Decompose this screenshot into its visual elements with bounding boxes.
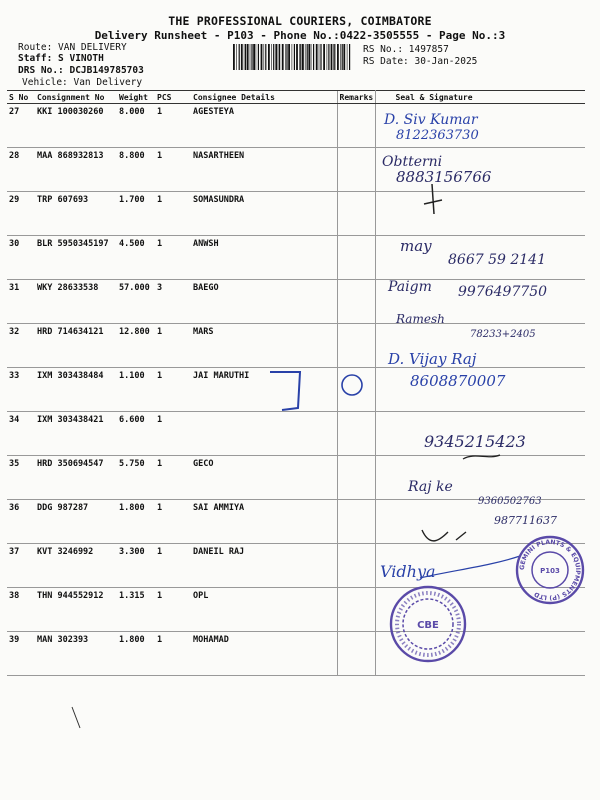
col-consignment-header: Consignment No (35, 91, 117, 104)
stamp-center-text: CBE (417, 620, 439, 631)
signature-30-name: may (400, 237, 432, 255)
signature-35-phone: 9345215423 (424, 432, 526, 451)
cell-weight: 8.800 (117, 148, 155, 192)
cell-weight: 3.300 (117, 544, 155, 588)
rs-date: RS Date: 30-Jan-2025 (363, 56, 478, 67)
cell-sno: 35 (7, 456, 35, 500)
cell-sno: 37 (7, 544, 35, 588)
cell-weight: 1.700 (117, 192, 155, 236)
cell-consignee: OPL (185, 588, 337, 632)
cell-consignment-no: WKY 28633538 (35, 280, 117, 324)
cell-sno: 33 (7, 368, 35, 412)
stamp-center-text-2: P103 (540, 567, 560, 575)
cell-consignee: SAI AMMIYA (185, 500, 337, 544)
cell-weight: 8.000 (117, 104, 155, 148)
cell-weight: 4.500 (117, 236, 155, 280)
cell-weight: 6.600 (117, 412, 155, 456)
signature-28-name: Obtterni (382, 154, 443, 170)
cell-consignee: NASARTHEEN (185, 148, 337, 192)
cell-pcs: 1 (155, 236, 185, 280)
cell-sno: 31 (7, 280, 35, 324)
cell-sno: 29 (7, 192, 35, 236)
cell-weight: 57.000 (117, 280, 155, 324)
cell-weight: 5.750 (117, 456, 155, 500)
cell-pcs: 1 (155, 368, 185, 412)
signature-33-phone: 8608870007 (410, 372, 506, 390)
cell-pcs: 1 (155, 104, 185, 148)
cell-consignment-no: KVT 3246992 (35, 544, 117, 588)
cell-weight: 1.800 (117, 500, 155, 544)
signature-32-name: Ramesh (396, 312, 445, 326)
cell-consignment-no: KKI 100030260 (35, 104, 117, 148)
cell-consignment-no: DDG 987287 (35, 500, 117, 544)
cell-consignment-no: HRD 350694547 (35, 456, 117, 500)
cell-consignee: MARS (185, 324, 337, 368)
cell-pcs: 1 (155, 412, 185, 456)
cell-sno: 39 (7, 632, 35, 676)
cell-consignee: AGESTEYA (185, 104, 337, 148)
runsheet-subtitle: Delivery Runsheet - P103 - Phone No.:0422-3505555 - Page No.:3 (94, 29, 506, 42)
cell-sno: 38 (7, 588, 35, 632)
signature-32-phone: 78233+2405 (470, 329, 536, 340)
cell-sno: 32 (7, 324, 35, 368)
cell-sno: 36 (7, 500, 35, 544)
signature-36-name: Raj ke (408, 479, 453, 495)
cell-pcs: 1 (155, 500, 185, 544)
signature-27-name: D. Siv Kumar (384, 112, 478, 128)
cell-consignment-no: IXM 303438421 (35, 412, 117, 456)
cell-consignee: GECO (185, 456, 337, 500)
cell-sno: 28 (7, 148, 35, 192)
route-label: Route: VAN DELIVERY (18, 42, 127, 53)
col-sno-header: S No (7, 91, 35, 104)
drs-number: DRS No.: DCJB149785703 (18, 65, 144, 76)
signature-33-name: D. Vijay Raj (388, 350, 477, 368)
cell-weight: 1.100 (117, 368, 155, 412)
col-weight-header: Weight (117, 91, 155, 104)
col-consignee-header: Consignee Details (185, 91, 337, 104)
signature-28-phone: 8883156766 (396, 168, 492, 186)
signature-37-phone: 987711637 (494, 514, 557, 527)
signature-38-name: Vidhya (380, 562, 436, 581)
signature-36-phone: 9360502763 (478, 496, 542, 507)
cell-pcs: 1 (155, 544, 185, 588)
cell-weight: 1.315 (117, 588, 155, 632)
cell-pcs: 1 (155, 588, 185, 632)
cell-consignee: SOMASUNDRA (185, 192, 337, 236)
signature-27-phone: 8122363730 (396, 128, 479, 143)
cell-consignment-no: HRD 714634121 (35, 324, 117, 368)
cell-consignment-no: IXM 303438484 (35, 368, 117, 412)
vehicle-label: Vehicle: Van Delivery (22, 77, 143, 88)
col-remarks-header: Remarks (337, 91, 375, 104)
signature-31-phone: 9976497750 (458, 284, 548, 300)
cell-consignment-no: BLR 5950345197 (35, 236, 117, 280)
company-seal-stamp (514, 534, 586, 606)
cell-sno: 34 (7, 412, 35, 456)
cell-consignee: BAEGO (185, 280, 337, 324)
cell-pcs: 1 (155, 148, 185, 192)
cell-consignment-no: THN 944552912 (35, 588, 117, 632)
cell-pcs: 1 (155, 632, 185, 676)
cell-consignee: ANWSH (185, 236, 337, 280)
cell-consignee: DANEIL RAJ (185, 544, 337, 588)
cell-consignee: MOHAMAD (185, 632, 337, 676)
signature-31-name: Paigm (388, 279, 432, 295)
signature-30-phone: 8667 59 2141 (448, 252, 546, 268)
cell-pcs: 1 (155, 192, 185, 236)
runsheet-title: THE PROFESSIONAL COURIERS, COIMBATORE (168, 14, 432, 28)
cell-consignment-no: MAA 868932813 (35, 148, 117, 192)
cell-sno: 30 (7, 236, 35, 280)
cell-pcs: 1 (155, 456, 185, 500)
cell-sno: 27 (7, 104, 35, 148)
cell-pcs: 3 (155, 280, 185, 324)
cell-weight: 1.800 (117, 632, 155, 676)
col-pcs-header: PCS (155, 91, 185, 104)
cell-consignment-no: TRP 607693 (35, 192, 117, 236)
cell-pcs: 1 (155, 324, 185, 368)
courier-seal-stamp (388, 584, 468, 664)
rs-number: RS No.: 1497857 (363, 44, 449, 55)
cell-consignee: JAI MARUTHI (185, 368, 337, 412)
cell-weight: 12.800 (117, 324, 155, 368)
staff-label: Staff: S VINOTH (18, 53, 104, 64)
stamp-ring-text: GEMINI PLANTS & EQUIPMENTS (P) LTD (518, 538, 582, 602)
col-seal-header: Seal & Signature (375, 91, 585, 104)
cell-consignment-no: MAN 302393 (35, 632, 117, 676)
